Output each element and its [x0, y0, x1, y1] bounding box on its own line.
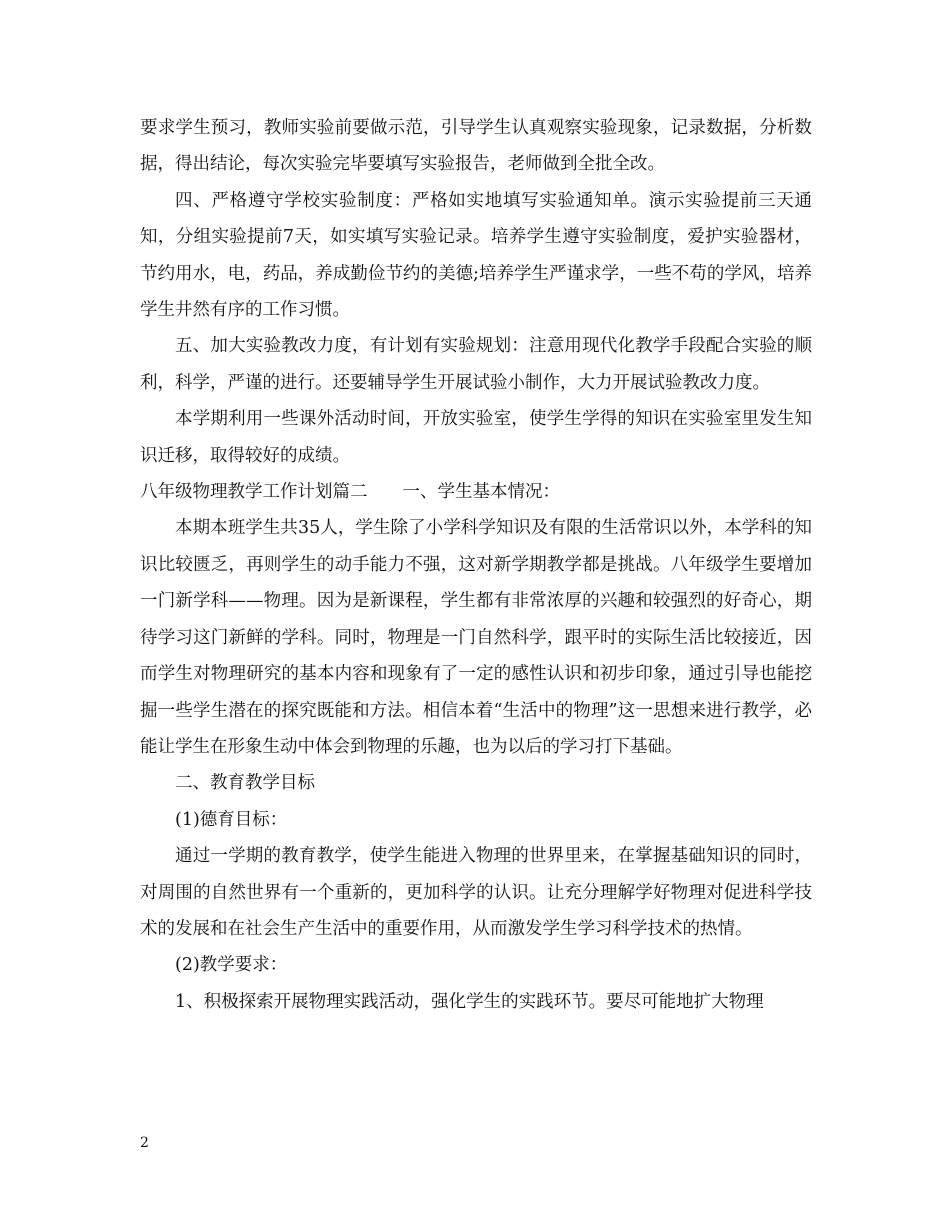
paragraph-open-lab: 本学期利用一些课外活动时间，开放实验室，使学生学得的知识在实验室里发生知识迁移，取得较好的成绩。 — [140, 409, 812, 466]
heading-teaching-goals: 二、教育教学目标 — [175, 773, 315, 794]
section-title: 八年级物理教学工作计划篇二 — [140, 482, 368, 503]
heading-moral-goals: (1)德育目标： — [175, 809, 288, 830]
page-number: 2 — [140, 1135, 149, 1151]
heading-teaching-requirements: (2)教学要求： — [175, 955, 288, 976]
paragraph-lab-rules: 四、严格遵守学校实验制度：严格如实地填写实验通知单。演示实验提前三天通知，分组实验提前7天，如实填写实验记录。培养学生遵守实验制度，爱护实验器材，节约用水，电，药品，养成勤俭节约的美德;培养学生严谨求学，一些不苟的学风，培养学生井然有序的工作习惯。 — [140, 190, 812, 321]
paragraph-student-situation: 本期本班学生共35人，学生除了小学科学知识及有限的生活常识以外，本学科的知识比较匮乏，再则学生的动手能力不强，这对新学期教学都是挑战。八年级学生要增加一门新学科——物理。因为是新课程，学生都有非常浓厚的兴趣和较强烈的好奇心，期待学习这门新鲜的学科。同时，物理是一门自然科学，跟平时的实际生活比较接近，因而学生对物理研究的基本内容和现象有了一定的感性认识和初步印象，通过引导也能挖掘一些学生潜在的探究既能和方法。相信本着“生活中的物理”这一思想来进行教学，必能让学生在形象生动中体会到物理的乐趣，也为以后的学习打下基础。 — [140, 518, 812, 757]
paragraph-lab-reform: 五、加大实验教改力度，有计划有实验规划：注意用现代化教学手段配合实验的顺利，科学，严谨的进行。还要辅导学生开展试验小制作，大力开展试验教改力度。 — [140, 336, 812, 393]
section-heading — [140, 474, 812, 510]
paragraph-moral-goals: 通过一学期的教育教学，使学生能进入物理的世界里来，在掌握基础知识的同时，对周围的自然世界有一个重新的，更加科学的认识。让充分理解学好物理对促进科学技术的发展和在社会生产生活中的重要作用，从而激发学生学习科学技术的热情。 — [140, 846, 812, 939]
paragraph-continued: 要求学生预习，教师实验前要做示范，引导学生认真观察实验现象，记录数据，分析数据，得出结论，每次实验完毕要填写实验报告，老师做到全批全改。 — [140, 118, 812, 175]
document-body — [140, 110, 812, 1020]
paragraph-requirement-1: 1、积极探索开展物理实践活动，强化学生的实践环节。要尽可能地扩大物理 — [175, 991, 764, 1012]
section-subtitle: 一、学生基本情况： — [402, 482, 560, 503]
